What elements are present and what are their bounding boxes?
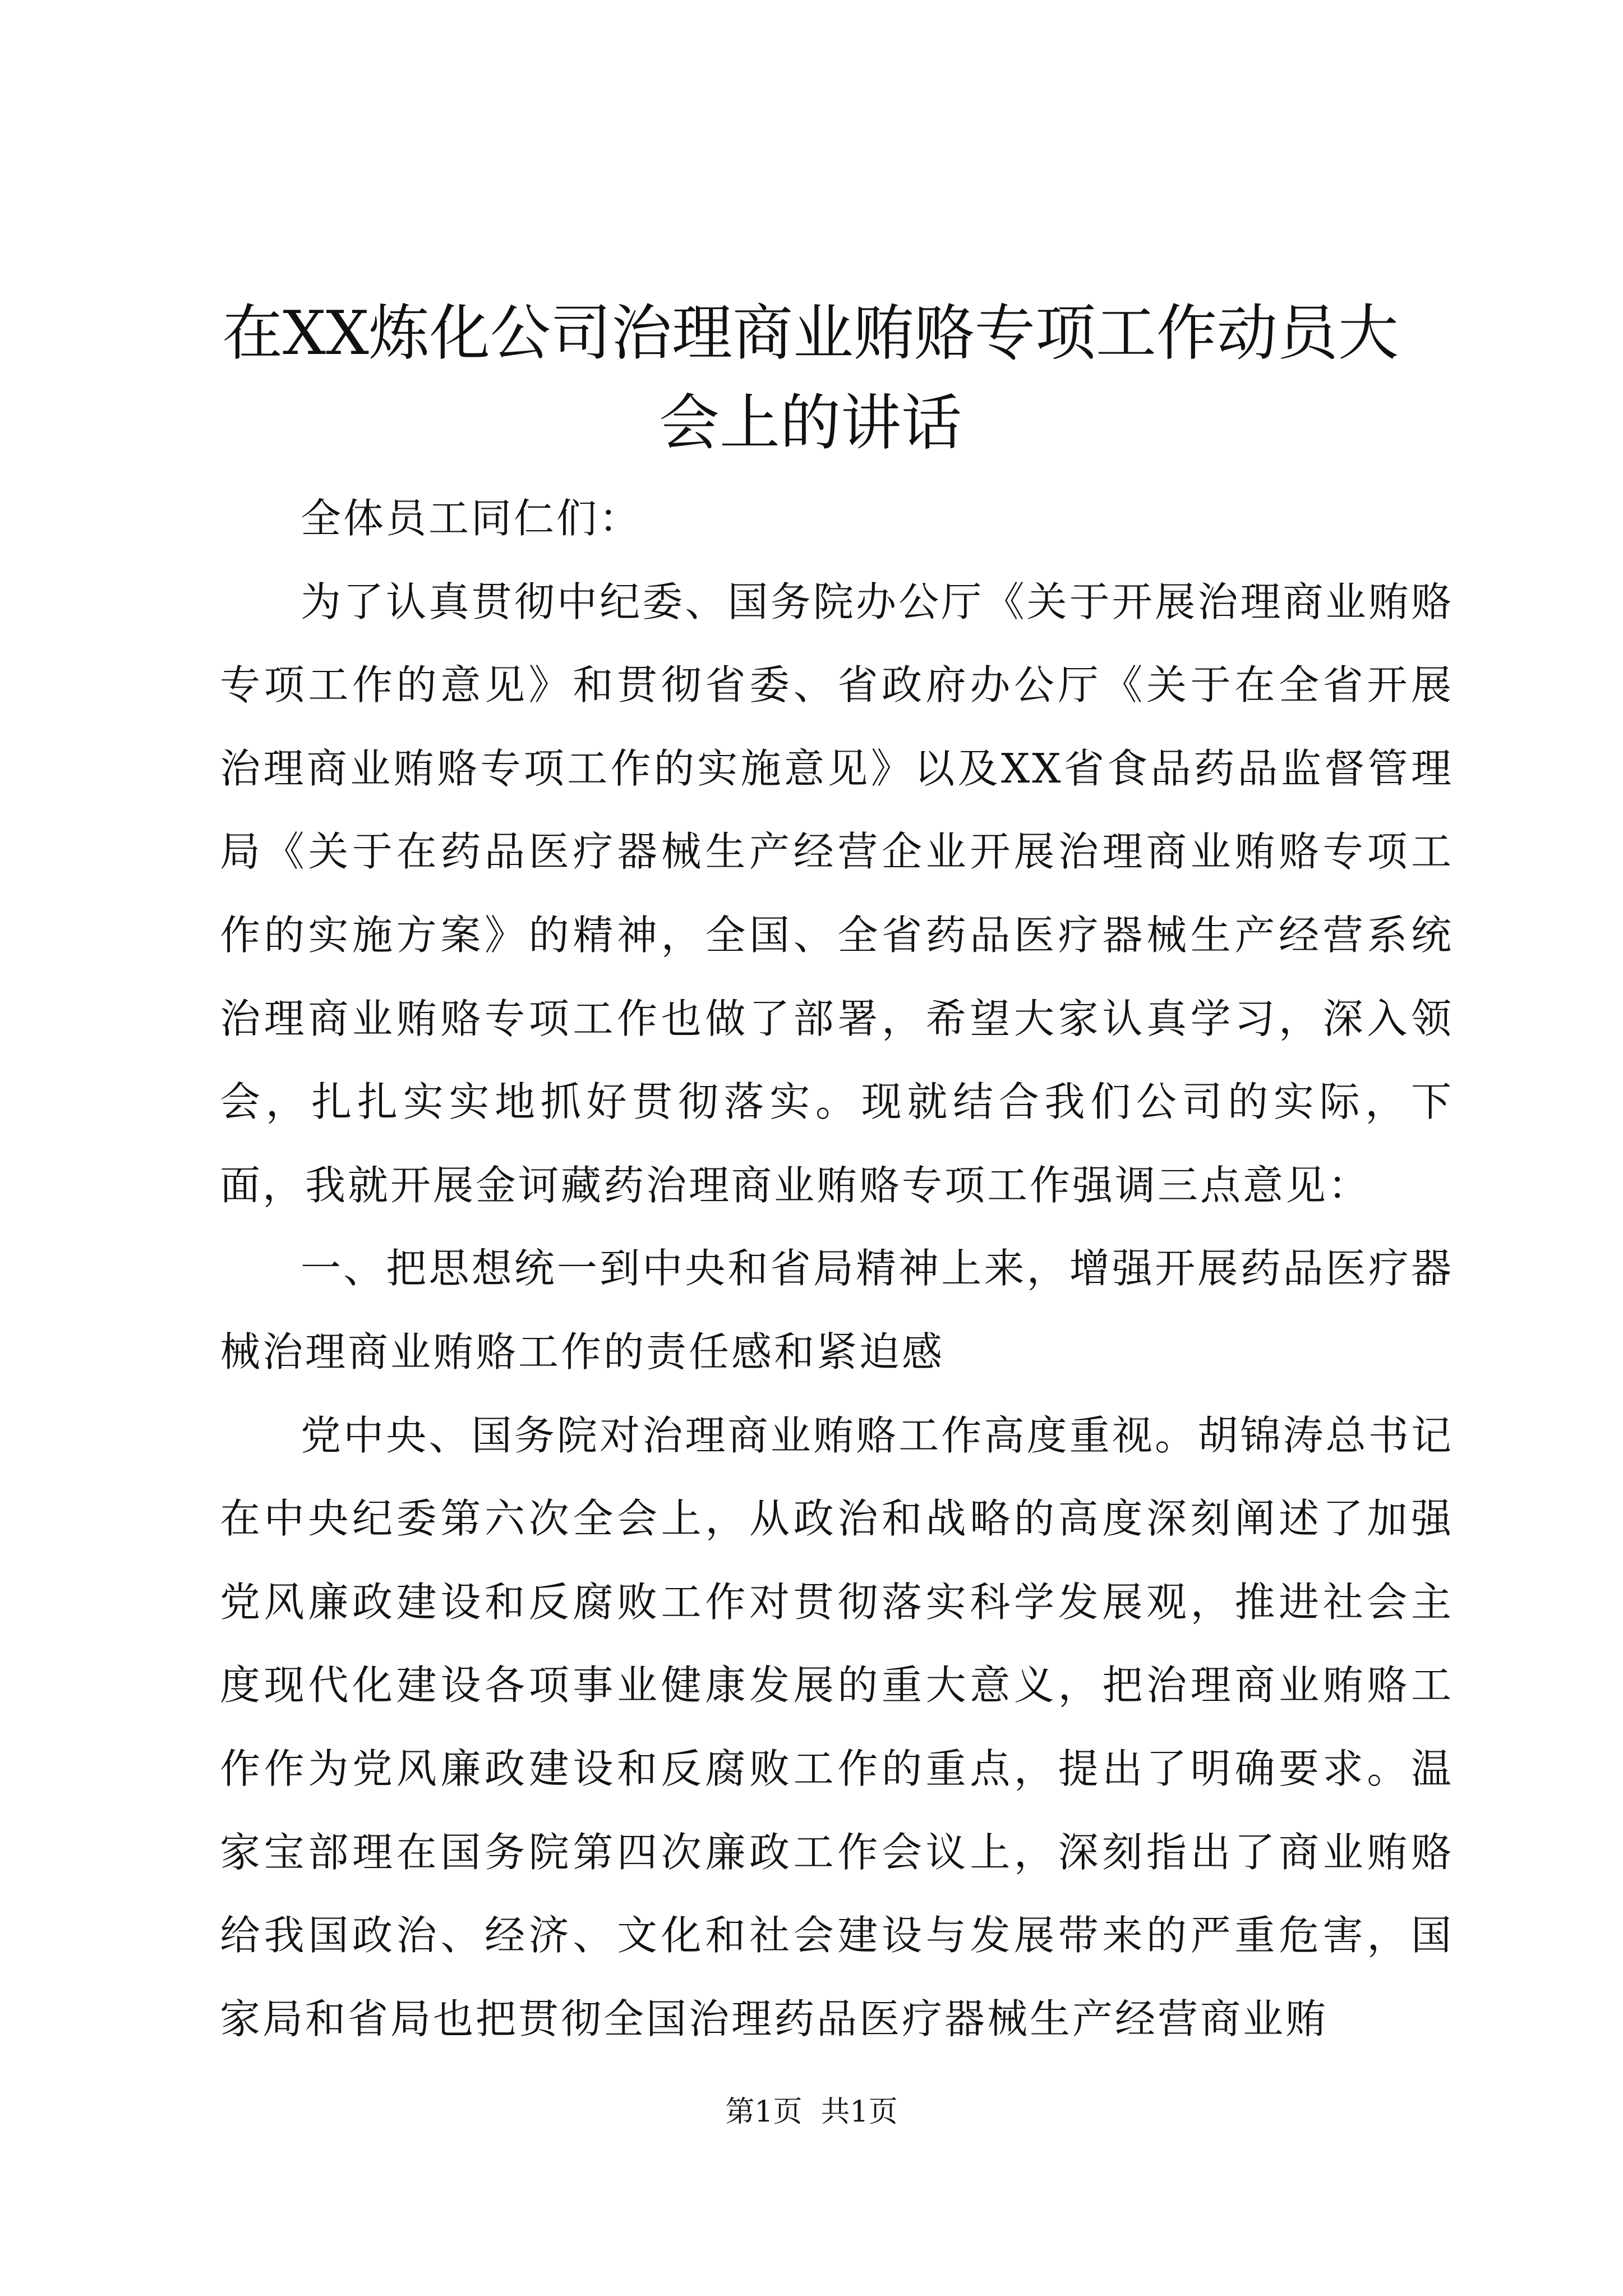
document-body: [220, 477, 1454, 2060]
page-footer: [0, 2092, 1623, 2132]
document-title: 在XX炼化公司治理商业贿赂专项工作动员大会上的讲话: [222, 298, 1399, 458]
intro-paragraph: 为了认真贯彻中纪委、国务院办公厅《关于开展治理商业贿赂专项工作的意见》和贯彻省委、省政府办公厅《关于在全省开展治理商业贿赂专项工作的实施意见》以及XX省食品药品监督管理局《关于在药品医疗器械生产经营企业开展治理商业贿赂专项工作的实施方案》的精神，全国、全省药品医疗器械生产经营系统治理商业贿赂专项工作也做了部署，希望大家认真学习，深入领会，扎扎实实地抓好贯彻落实。现就结合我们公司的实际，下面，我就开展金诃藏药治理商业贿赂专项工作强调三点意见：: [220, 578, 1454, 1209]
body-paragraph: 党中央、国务院对治理商业贿赂工作高度重视。胡锦涛总书记在中央纪委第六次全会上，从政治和战略的高度深刻阐述了加强党风廉政建设和反腐败工作对贯彻落实科学发展观，推进社会主度现代化建设各项事业健康发展的重大意义，把治理商业贿赂工作作为党风廉政建设和反腐败工作的重点，提出了明确要求。温家宝部理在国务院第四次廉政工作会议上，深刻指出了商业贿赂给我国政治、经济、文化和社会建设与发展带来的严重危害，国家局和省局也把贯彻全国治理药品医疗器械生产经营商业贿: [220, 1411, 1454, 2042]
page-number-label: 第1页 共1页: [725, 2095, 898, 2129]
salutation-paragraph: 全体员工同仁们：: [301, 495, 642, 542]
section-one-heading: 一、把思想统一到中央和省局精神上来，增强开展药品医疗器械治理商业贿赂工作的责任感和紧迫感: [220, 1245, 1454, 1375]
